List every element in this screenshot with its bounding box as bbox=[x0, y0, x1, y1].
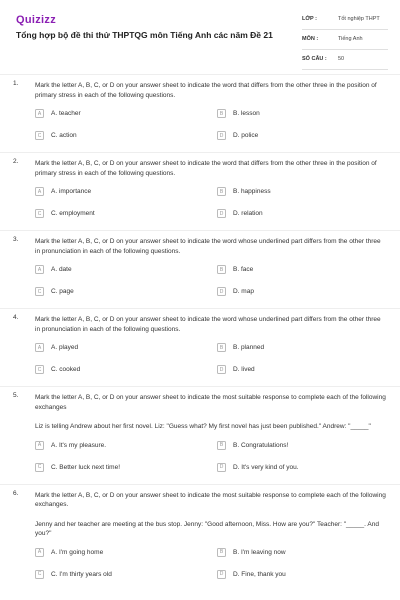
option-label: B. lesson bbox=[233, 110, 260, 117]
answer-option[interactable] bbox=[35, 108, 81, 119]
answer-option[interactable] bbox=[35, 264, 72, 275]
answer-option[interactable] bbox=[35, 208, 95, 219]
answer-option[interactable] bbox=[217, 130, 258, 141]
answer-option[interactable] bbox=[35, 440, 106, 451]
question-prompt: Mark the letter A, B, C, or D on your answer sheet to indicate the word that differs from the other three in the position of primary stress in each of the following questions. bbox=[35, 160, 377, 177]
option-label: D. relation bbox=[233, 210, 263, 217]
answer-options bbox=[35, 440, 400, 484]
question-prompt: Mark the letter A, B, C, or D on your answer sheet to indicate the most suitable response to complete each of the following exchanges. bbox=[35, 491, 386, 508]
question-number: 4. bbox=[13, 314, 19, 321]
option-row bbox=[35, 264, 400, 286]
answer-options bbox=[35, 108, 400, 152]
question-number: 2. bbox=[13, 158, 19, 165]
option-row bbox=[35, 130, 400, 152]
answer-option[interactable] bbox=[35, 364, 80, 375]
answer-option[interactable] bbox=[217, 286, 254, 297]
question-block bbox=[0, 386, 400, 484]
option-row bbox=[35, 208, 400, 230]
option-row bbox=[35, 364, 400, 386]
answer-option[interactable] bbox=[217, 208, 263, 219]
answer-option[interactable] bbox=[217, 364, 255, 375]
answer-option[interactable] bbox=[35, 547, 103, 558]
option-label: B. I'm leaving now bbox=[233, 548, 286, 556]
answer-options bbox=[35, 342, 400, 386]
option-checkbox[interactable]: C bbox=[35, 287, 44, 296]
option-label: C. employment bbox=[51, 210, 95, 217]
meta-row-class bbox=[302, 12, 388, 30]
option-label: A. importance bbox=[51, 188, 92, 195]
option-label: A. I'm going home bbox=[51, 548, 104, 556]
option-label: D. map bbox=[233, 288, 254, 295]
option-label: A. date bbox=[51, 266, 72, 273]
option-checkbox[interactable]: C bbox=[35, 570, 44, 579]
quiz-title: Tổng hợp bộ đề thi thử THPTQG môn Tiếng Anh các năm Đề 21 bbox=[16, 30, 273, 40]
option-checkbox[interactable]: A bbox=[35, 109, 44, 118]
answer-option[interactable] bbox=[35, 286, 74, 297]
meta-label: LỚP : bbox=[302, 16, 317, 22]
option-checkbox[interactable]: A bbox=[35, 343, 44, 352]
question-prompt: Mark the letter A, B, C, or D on your answer sheet to indicate the word that differs from the other three in the position of primary stress in each of the following questions. bbox=[35, 82, 377, 99]
meta-label: MÔN : bbox=[302, 36, 319, 42]
option-label: D. It's very kind of you. bbox=[233, 463, 299, 471]
option-checkbox[interactable]: D bbox=[217, 287, 226, 296]
option-checkbox[interactable]: D bbox=[217, 131, 226, 140]
option-label: B. Congratulations! bbox=[233, 441, 289, 449]
option-label: A. played bbox=[51, 344, 79, 351]
answer-option[interactable] bbox=[217, 440, 288, 451]
answer-option[interactable] bbox=[217, 569, 286, 580]
option-checkbox[interactable]: C bbox=[35, 365, 44, 374]
option-checkbox[interactable]: D bbox=[217, 365, 226, 374]
option-row bbox=[35, 186, 400, 208]
option-label: B. happiness bbox=[233, 188, 271, 195]
question-context: Liz is telling Andrew about her first novel. Liz: "Guess what? My first novel has just been published." Andrew: "_____" bbox=[35, 423, 371, 430]
answer-option[interactable] bbox=[217, 264, 253, 275]
meta-label: SỐ CÂU : bbox=[302, 56, 327, 62]
question-number: 5. bbox=[13, 392, 19, 399]
answer-option[interactable] bbox=[35, 569, 112, 580]
option-row bbox=[35, 342, 400, 364]
option-checkbox[interactable]: A bbox=[35, 441, 44, 450]
option-checkbox[interactable]: A bbox=[35, 187, 44, 196]
question-prompt: Mark the letter A, B, C, or D on your answer sheet to indicate the most suitable response to complete each of the following exchanges bbox=[35, 394, 386, 411]
question-block bbox=[0, 74, 400, 152]
option-row bbox=[35, 286, 400, 308]
answer-option[interactable] bbox=[217, 462, 299, 473]
question-list bbox=[0, 74, 400, 591]
option-label: C. I'm thirty years old bbox=[51, 570, 112, 578]
option-label: C. cooked bbox=[51, 366, 81, 373]
option-label: D. Fine, thank you bbox=[233, 570, 286, 578]
option-checkbox[interactable]: D bbox=[217, 570, 226, 579]
option-checkbox[interactable]: D bbox=[217, 209, 226, 218]
question-block bbox=[0, 484, 400, 591]
option-checkbox[interactable]: A bbox=[35, 548, 44, 557]
answer-options bbox=[35, 186, 400, 230]
worksheet-header bbox=[0, 0, 400, 66]
answer-options bbox=[35, 264, 400, 308]
question-number: 3. bbox=[13, 236, 19, 243]
option-row bbox=[35, 462, 400, 484]
option-row bbox=[35, 440, 400, 462]
option-checkbox[interactable]: D bbox=[217, 463, 226, 472]
option-checkbox[interactable]: C bbox=[35, 131, 44, 140]
meta-row-question-count bbox=[302, 52, 388, 70]
option-label: A. teacher bbox=[51, 110, 81, 117]
option-checkbox[interactable]: A bbox=[35, 265, 44, 274]
answer-option[interactable] bbox=[35, 186, 91, 197]
option-checkbox[interactable]: B bbox=[217, 187, 226, 196]
option-label: D. lived bbox=[233, 366, 255, 373]
answer-option[interactable] bbox=[35, 342, 78, 353]
answer-option[interactable] bbox=[217, 547, 286, 558]
option-label: B. face bbox=[233, 266, 254, 273]
question-number: 6. bbox=[13, 489, 19, 497]
option-label: A. It's my pleasure. bbox=[51, 441, 107, 449]
option-checkbox[interactable]: B bbox=[217, 109, 226, 118]
option-label: C. page bbox=[51, 288, 74, 295]
answer-option[interactable] bbox=[217, 108, 260, 119]
meta-value: Tốt nghiệp THPT bbox=[338, 16, 380, 22]
meta-value: 50 bbox=[338, 56, 345, 62]
question-context: Jenny and her teacher are meeting at the bus stop. Jenny: "Good afternoon, Miss. How are you?" Teacher: "_____. And you?" bbox=[35, 520, 379, 537]
quizizz-logo: Quizizz bbox=[16, 14, 56, 26]
option-label: B. planned bbox=[233, 344, 265, 351]
meta-value: Tiếng Anh bbox=[338, 36, 363, 42]
question-block bbox=[0, 308, 400, 386]
option-row bbox=[35, 569, 400, 591]
option-row bbox=[35, 108, 400, 130]
question-number: 1. bbox=[13, 80, 19, 87]
meta-row-subject bbox=[302, 32, 388, 50]
option-label: C. action bbox=[51, 132, 77, 139]
quiz-meta bbox=[302, 12, 388, 72]
option-label: C. Better luck next time! bbox=[51, 463, 120, 471]
question-prompt: Mark the letter A, B, C, or D on your answer sheet to indicate the word whose underlined part differs from the other three in pronunciation in each of the following questions. bbox=[35, 238, 381, 255]
option-checkbox[interactable]: C bbox=[35, 463, 44, 472]
option-checkbox[interactable]: B bbox=[217, 265, 226, 274]
answer-options bbox=[35, 547, 400, 591]
option-checkbox[interactable]: B bbox=[217, 343, 226, 352]
answer-option[interactable] bbox=[217, 186, 271, 197]
question-block bbox=[0, 230, 400, 308]
question-block bbox=[0, 152, 400, 230]
answer-option[interactable] bbox=[35, 130, 77, 141]
option-checkbox[interactable]: C bbox=[35, 209, 44, 218]
option-checkbox[interactable]: B bbox=[217, 441, 226, 450]
option-row bbox=[35, 547, 400, 569]
answer-option[interactable] bbox=[35, 462, 120, 473]
answer-option[interactable] bbox=[217, 342, 264, 353]
option-label: D. police bbox=[233, 132, 259, 139]
question-prompt: Mark the letter A, B, C, or D on your answer sheet to indicate the word whose underlined part differs from the other three in pronunciation in each of the following questions. bbox=[35, 316, 381, 333]
option-checkbox[interactable]: B bbox=[217, 548, 226, 557]
